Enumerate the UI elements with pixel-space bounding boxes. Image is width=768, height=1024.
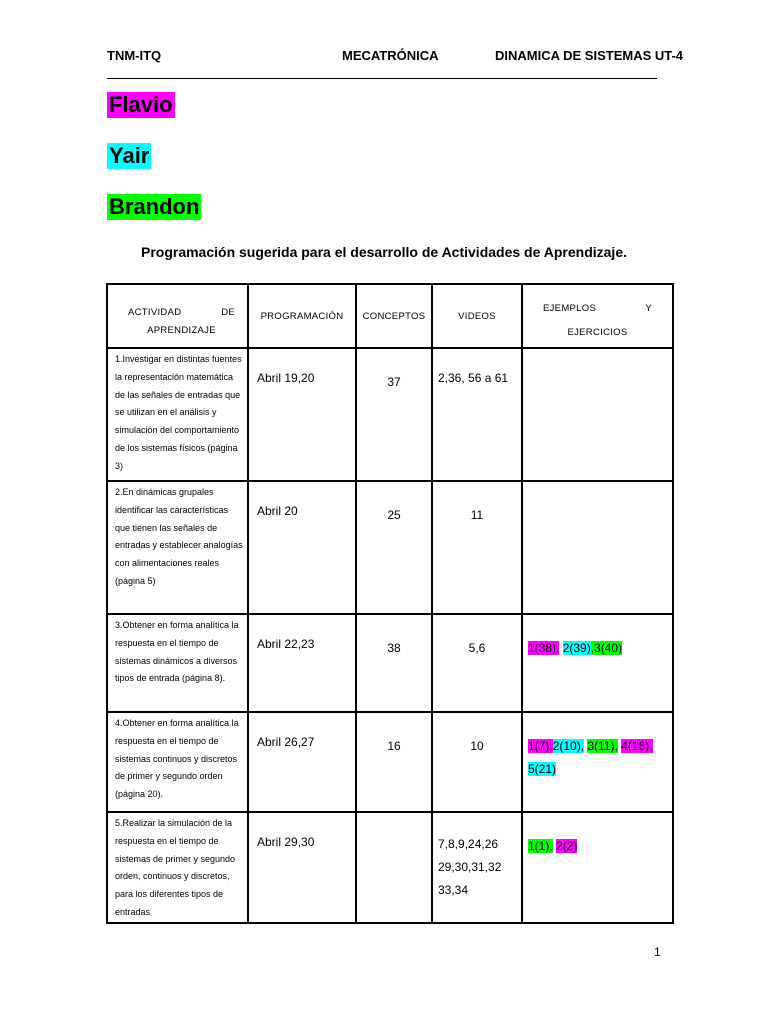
name-yair: Yair [109,143,150,168]
table-row [107,348,673,481]
ejemplos-cell [522,712,673,812]
ejemplo-highlight: 5(21) [528,762,557,776]
ejemplo-highlight: 2(10), [552,739,585,753]
ejemplos-cell [522,614,673,712]
header-left: TNM-ITQ [107,48,162,63]
ejemplo-highlight: 2(2) [556,839,578,853]
conceptos-cell: 16 [356,712,432,812]
header-programacion: PROGRAMACIÓN [248,284,356,348]
ejemplo-highlight: 1(38), [528,641,560,655]
name-brandon: Brandon [109,194,200,219]
programacion-cell: Abril 19,20 [248,348,356,481]
table-row [107,712,673,812]
header-rule [107,78,657,79]
header-ejemplos-line2: EJERCICIOS [567,327,628,338]
table-header-row [107,284,673,348]
videos-cell: 2,36, 56 a 61 [432,348,522,481]
ejemplo-highlight: 1(1), [528,839,553,853]
header-conceptos: CONCEPTOS [356,284,432,348]
ejemplo-highlight: 4(16), [621,739,653,753]
table-row [107,481,673,614]
ejemplos-cell [522,348,673,481]
conceptos-cell: 37 [356,348,432,481]
programacion-cell: Abril 26,27 [248,712,356,812]
videos-line: 7,8,9,24,26 [438,837,499,851]
page-number: 1 [654,945,661,959]
header-ejemplos [522,284,673,348]
header-videos: VIDEOS [432,284,522,348]
ejemplo-highlight: 3(11), [587,739,618,753]
table-row [107,614,673,712]
videos-cell: 11 [432,481,522,614]
conceptos-cell: 38 [356,614,432,712]
header-actividad-line2: APRENDIZAJE [147,325,216,336]
document-title: Programación sugerida para el desarrollo de Actividades de Aprendizaje. [140,244,627,260]
programacion-cell: Abril 22,23 [248,614,356,712]
actividad-cell: 4.Obtener en forma analítica la respuesta en el tiempo de sistemas continuos y discretos de primer y segundo orden (página 20). [107,712,248,812]
videos-cell: 5,6 [432,614,522,712]
programacion-cell: Abril 20 [248,481,356,614]
header-actividad [107,284,248,348]
actividad-cell: 1.Investigar en distintas fuentes la representación matemática de las señales de entradas que se utilizan en el análisis y simulación del comportamiento de los sistemas físicos (página 3) [107,348,248,481]
programacion-cell: Abril 29,30 [248,812,356,923]
ejemplo-highlight: ,3(40) [590,641,623,655]
actividad-cell: 2.En dinámicas grupales identificar las características que tienen las señales de entradas y establecer analogías con alimentaciones reales (página 5) [107,481,248,614]
conceptos-cell [356,812,432,923]
ejemplo-highlight: 2(39) [562,641,591,655]
header-ejemplos-line1: EJEMPLOS Y [543,303,652,314]
actividad-cell: 3.Obtener en forma analítica la respuesta en el tiempo de sistemas dinámicos a diversos tipos de entrada (página 8). [107,614,248,712]
videos-line: 33,34 [438,883,469,897]
videos-cell [432,812,522,923]
header-actividad-line1: ACTIVIDAD DE [128,307,235,318]
table-row [107,812,673,923]
ejemplos-cell [522,812,673,923]
header-right: DINAMICA DE SISTEMAS UT-4 [495,48,684,63]
ejemplo-highlight: 1(7), [528,739,553,753]
header-center: MECATRÓNICA [342,48,439,63]
ejemplos-cell [522,481,673,614]
schedule-table [106,283,674,924]
conceptos-cell: 25 [356,481,432,614]
actividad-cell: 5.Realizar la simulación de la respuesta en el tiempo de sistemas de primer y segundo orden, continuos y discretos, para los diferentes tipos de entradas [107,812,248,923]
videos-line: 29,30,31,32 [438,860,502,874]
name-flavio: Flavio [109,92,173,117]
videos-cell: 10 [432,712,522,812]
